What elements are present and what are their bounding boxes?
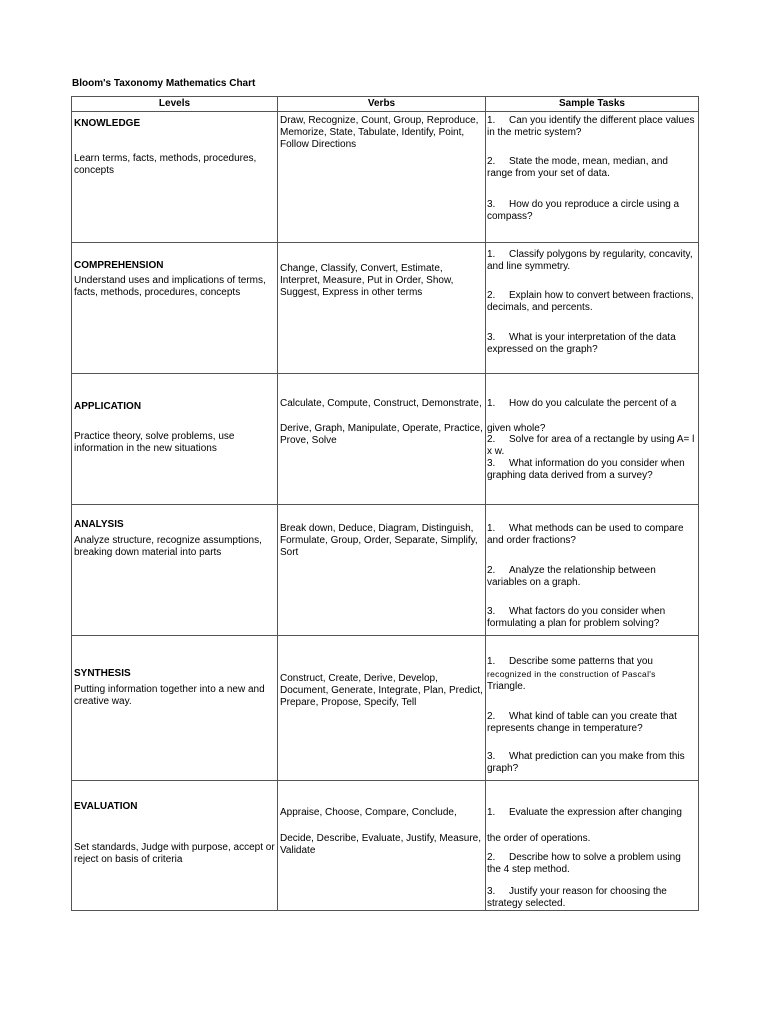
table-row-comprehension (72, 243, 699, 374)
level-description: Practice theory, solve problems, use information in the new situations (74, 431, 235, 454)
task-item: 2. Explain how to convert between fractions, decimals, and percents. (487, 290, 694, 313)
level-cell (72, 374, 278, 505)
task-item: 3. What is your interpretation of the data expressed on the graph? (487, 332, 676, 355)
task-item: 1. What methods can be used to compare and order fractions? (487, 523, 684, 546)
header-verbs: Verbs (278, 97, 486, 112)
header-levels: Levels (72, 97, 278, 112)
tasks-cell (486, 781, 699, 911)
level-description: Set standards, Judge with purpose, accept or reject on basis of criteria (74, 842, 275, 865)
task-item: 1. Evaluate the expression after changing (487, 807, 682, 818)
table-row-analysis (72, 505, 699, 636)
verbs-text: Calculate, Compute, Construct, Demonstrate, (280, 398, 482, 409)
verbs-text: Appraise, Choose, Compare, Conclude, (280, 807, 457, 818)
verbs-cell (278, 505, 486, 636)
level-name: APPLICATION (74, 401, 142, 412)
header-sample-tasks: Sample Tasks (486, 97, 699, 112)
level-description: Understand uses and implications of terms, facts, methods, procedures, concepts (74, 275, 266, 298)
level-description: Putting information together into a new and creative way. (74, 684, 265, 707)
tasks-cell (486, 374, 699, 505)
task-item: 2. Solve for area of a rectangle by using A= l x w. (487, 434, 695, 457)
header-row (72, 97, 699, 112)
verbs-cell (278, 243, 486, 374)
level-cell (72, 781, 278, 911)
level-name: SYNTHESIS (74, 668, 131, 679)
table-row-synthesis (72, 636, 699, 781)
level-cell (72, 243, 278, 374)
table-row-knowledge (72, 112, 699, 243)
task-item: the order of operations. (487, 833, 591, 844)
task-item: 2. Describe how to solve a problem using the 4 step method. (487, 852, 681, 875)
task-item: 3. What factors do you consider when formulating a plan for problem solving? (487, 606, 666, 629)
verbs-text: Draw, Recognize, Count, Group, Reproduce, Memorize, State, Tabulate, Identify, Point, Follow Directions (280, 115, 479, 150)
verbs-cell (278, 112, 486, 243)
level-cell (72, 505, 278, 636)
level-name: ANALYSIS (74, 519, 124, 530)
verbs-cell (278, 374, 486, 505)
task-item: 3. What prediction can you make from this graph? (487, 751, 685, 774)
tasks-cell (486, 112, 699, 243)
chart-title: Bloom's Taxonomy Mathematics Chart (72, 78, 256, 89)
tasks-cell (486, 243, 699, 374)
level-name: KNOWLEDGE (74, 118, 141, 129)
task-item: 1. How do you calculate the percent of a (487, 398, 677, 409)
task-item: given whole? (487, 423, 546, 434)
task-item: 3. What information do you consider when graphing data derived from a survey? (487, 458, 685, 481)
verbs-text: Change, Classify, Convert, Estimate, Interpret, Measure, Put in Order, Show, Suggest, Express in other terms (280, 263, 454, 298)
tasks-cell (486, 636, 699, 781)
task-item: 1. Describe some patterns that you recognized in the construction of Pascal's Triangle. (487, 656, 656, 692)
task-item: 2. State the mode, mean, median, and range from your set of data. (487, 156, 668, 179)
level-description: Analyze structure, recognize assumptions, breaking down material into parts (74, 535, 262, 558)
task-item: 3. Justify your reason for choosing the strategy selected. (487, 886, 667, 909)
verbs-cell (278, 636, 486, 781)
verbs-text: Derive, Graph, Manipulate, Operate, Practice, Prove, Solve (280, 423, 483, 446)
task-item: 1. Classify polygons by regularity, concavity, and line symmetry. (487, 249, 693, 272)
verbs-cell (278, 781, 486, 911)
table-row-evaluation (72, 781, 699, 911)
verbs-text: Break down, Deduce, Diagram, Distinguish, Formulate, Group, Order, Separate, Simplify, Sort (280, 523, 478, 558)
task-item: 3. How do you reproduce a circle using a compass? (487, 199, 680, 222)
level-cell (72, 636, 278, 781)
level-cell (72, 112, 278, 243)
task-item: 2. Analyze the relationship between variables on a graph. (487, 565, 656, 588)
verbs-text: Construct, Create, Derive, Develop, Document, Generate, Integrate, Plan, Predict, Prepare, Propose, Specify, Tell (280, 673, 483, 708)
verbs-text: Decide, Describe, Evaluate, Justify, Measure, Validate (280, 833, 482, 856)
task-item: 2. What kind of table can you create that represents change in temperature? (487, 711, 677, 734)
tasks-cell (486, 505, 699, 636)
level-description: Learn terms, facts, methods, procedures, concepts (74, 153, 257, 176)
taxonomy-table (71, 96, 699, 911)
task-item: 1. Can you identify the different place values in the metric system? (487, 115, 695, 138)
table-row-application (72, 374, 699, 505)
level-name: EVALUATION (74, 801, 138, 812)
level-name: COMPREHENSION (74, 260, 164, 271)
